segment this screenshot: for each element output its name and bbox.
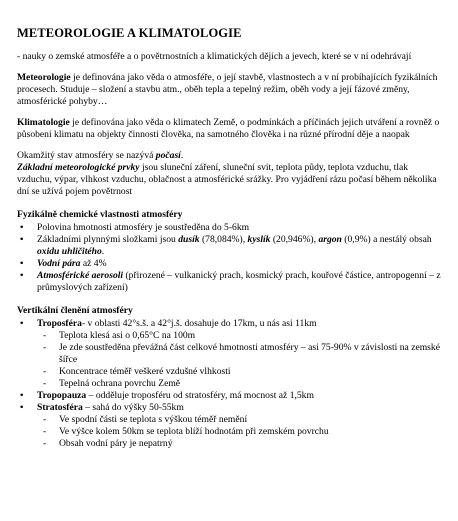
- meteo-prvky-paragraph: [17, 162, 444, 198]
- troposfera-text: - v oblasti 42°s.š. a 42°j.š. dosahuje do 17km, u nás asi 11km: [81, 318, 317, 329]
- sub-list-item: [17, 426, 444, 438]
- pocasi-pre: Okamžitý stav atmosféry se nazývá: [17, 150, 156, 161]
- list-item-tropopauza: [17, 390, 444, 402]
- list-item: [17, 270, 444, 294]
- sub-list-item: [17, 414, 444, 426]
- vodni-para-term: Vodní pára: [37, 258, 81, 269]
- pocasi-term: počasí: [155, 150, 181, 161]
- sub-list-item-text: Koncentrace téměř veškeré vzdušné vlhkosti: [59, 366, 231, 377]
- dusik-term: dusík: [178, 234, 200, 245]
- dusik-value: (78,084%),: [199, 234, 248, 245]
- meteorologie-text: je definována jako věda o atmosféře, o její stavbě, vlastnostech a v ní probíhajících fyzikálních procesech. Studuje – složení a stavbu atm., oběh tepla a tepelný režim, oběh vody a její fázové změny, atmosférické pohyby…: [17, 72, 438, 107]
- dash-icon: -: [43, 342, 47, 353]
- sub-list-item: [17, 378, 444, 390]
- bullet-icon: •: [20, 222, 24, 233]
- sub-list-item: [17, 366, 444, 378]
- dash-icon: -: [43, 426, 47, 437]
- list-item-end: .: [101, 246, 105, 257]
- sub-list-item-text: Ve spodní části se teplota s výškou téměř nemění: [59, 414, 248, 425]
- bullet-icon: •: [20, 234, 24, 245]
- co2-term: oxidu uhličitého: [37, 246, 102, 257]
- pocasi-post: .: [180, 150, 184, 161]
- bullet-icon: •: [20, 318, 24, 329]
- sub-list-item-text: Tepelná ochrana povrchu Země: [59, 378, 181, 389]
- stratosfera-sublist: [37, 414, 444, 450]
- argon-term: argon: [318, 234, 342, 245]
- meteorologie-paragraph: [17, 72, 444, 108]
- aerosoli-term: Atmosférické aerosoli: [37, 270, 124, 281]
- vodni-para-text: až 4%: [80, 258, 107, 269]
- meteo-prvky-label: Základní meteorologické prvky: [17, 162, 140, 173]
- troposfera-term: Troposféra: [37, 318, 82, 329]
- dash-icon: -: [43, 378, 47, 389]
- vertikalni-cleneni-heading: Vertikální členění atmosféry: [17, 305, 133, 316]
- dash-icon: -: [43, 414, 47, 425]
- sub-list-item: [17, 342, 444, 366]
- list-item: [17, 222, 444, 234]
- kyslik-term: kyslík: [247, 234, 271, 245]
- fyzikalni-vlastnosti-list: [17, 222, 444, 294]
- sub-list-item-text: Je zde soustředěna převážná část celkové hmotnosti atmosféry – asi 75-90% v závislosti na zemské šířce: [59, 342, 440, 365]
- list-item-stratosfera: [17, 402, 444, 450]
- stratosfera-text: – sahá do výšky 50-55km: [82, 402, 184, 413]
- sub-list-item: [17, 438, 444, 450]
- klimatologie-text: je definována jako věda o klimatech Země, o podmínkách a příčinách jejich utváření a rovněž o působení klimatu na objekty činnosti člověka, na samotného člověka i na různé přírodní děje a naopak: [17, 117, 440, 140]
- list-item-text: Polovina hmotnosti atmosféry je soustředěna do 5-6km: [37, 222, 250, 233]
- argon-value: (0,9%) a nestálý obsah: [341, 234, 432, 245]
- bullet-icon: •: [20, 402, 24, 413]
- meteo-prvky-text: jsou sluneční záření, sluneční svit, teplota půdy, teplota vzduchu, tlak vzduchu, výpar, vlhkost vzduchu, oblačnost a atmosférické srážky. Pro vyjádření rázu počasí během několika dní se užívá pojem povětrnost: [17, 162, 437, 197]
- vertikalni-cleneni-list: [17, 318, 444, 450]
- bullet-icon: •: [20, 390, 24, 401]
- kyslik-value: (20,946%),: [270, 234, 319, 245]
- meteorologie-term: Meteorologie: [17, 72, 71, 83]
- sub-list-item: [17, 330, 444, 342]
- list-item: [17, 234, 444, 258]
- list-item: [17, 258, 444, 270]
- troposfera-sublist: [37, 330, 444, 390]
- dash-icon: -: [43, 330, 47, 341]
- fyzikalni-vlastnosti-heading: Fyzikálně chemické vlastnosti atmosféry: [17, 209, 183, 220]
- sub-list-item-text: Obsah vodní páry je nepatrný: [59, 438, 173, 449]
- list-item-troposfera: [17, 318, 444, 390]
- bullet-icon: •: [20, 258, 24, 269]
- pocasi-line: [17, 150, 444, 162]
- klimatologie-term: Klimatologie: [17, 117, 70, 128]
- sub-list-item-text: Teplota klesá asi o 0,65°C na 100m: [59, 330, 196, 341]
- dash-icon: -: [43, 438, 47, 449]
- aerosoli-text: (přirozené – vulkanický prach, kosmický prach, kouřové částice, antropogenní – z průmyslových zařízení): [37, 270, 441, 293]
- intro-paragraph: - nauky o zemské atmosféře a o povětrnostních a klimatických dějích a jevech, které se v ní odehrávají: [17, 51, 412, 62]
- bullet-icon: •: [20, 270, 24, 281]
- sub-list-item-text: Ve výšce kolem 50km se teplota blíží hodnotám při zemském povrchu: [59, 426, 329, 437]
- document-title: METEOROLOGIE A KLIMATOLOGIE: [17, 26, 242, 40]
- dash-icon: -: [43, 366, 47, 377]
- klimatologie-paragraph: [17, 117, 444, 141]
- tropopauza-text: – odděluje troposféru od stratosféry, má mocnost až 1,5km: [86, 390, 314, 401]
- stratosfera-term: Stratosféra: [37, 402, 83, 413]
- list-item-text: Základními plynnými složkami jsou: [37, 234, 179, 245]
- tropopauza-term: Tropopauza: [37, 390, 87, 401]
